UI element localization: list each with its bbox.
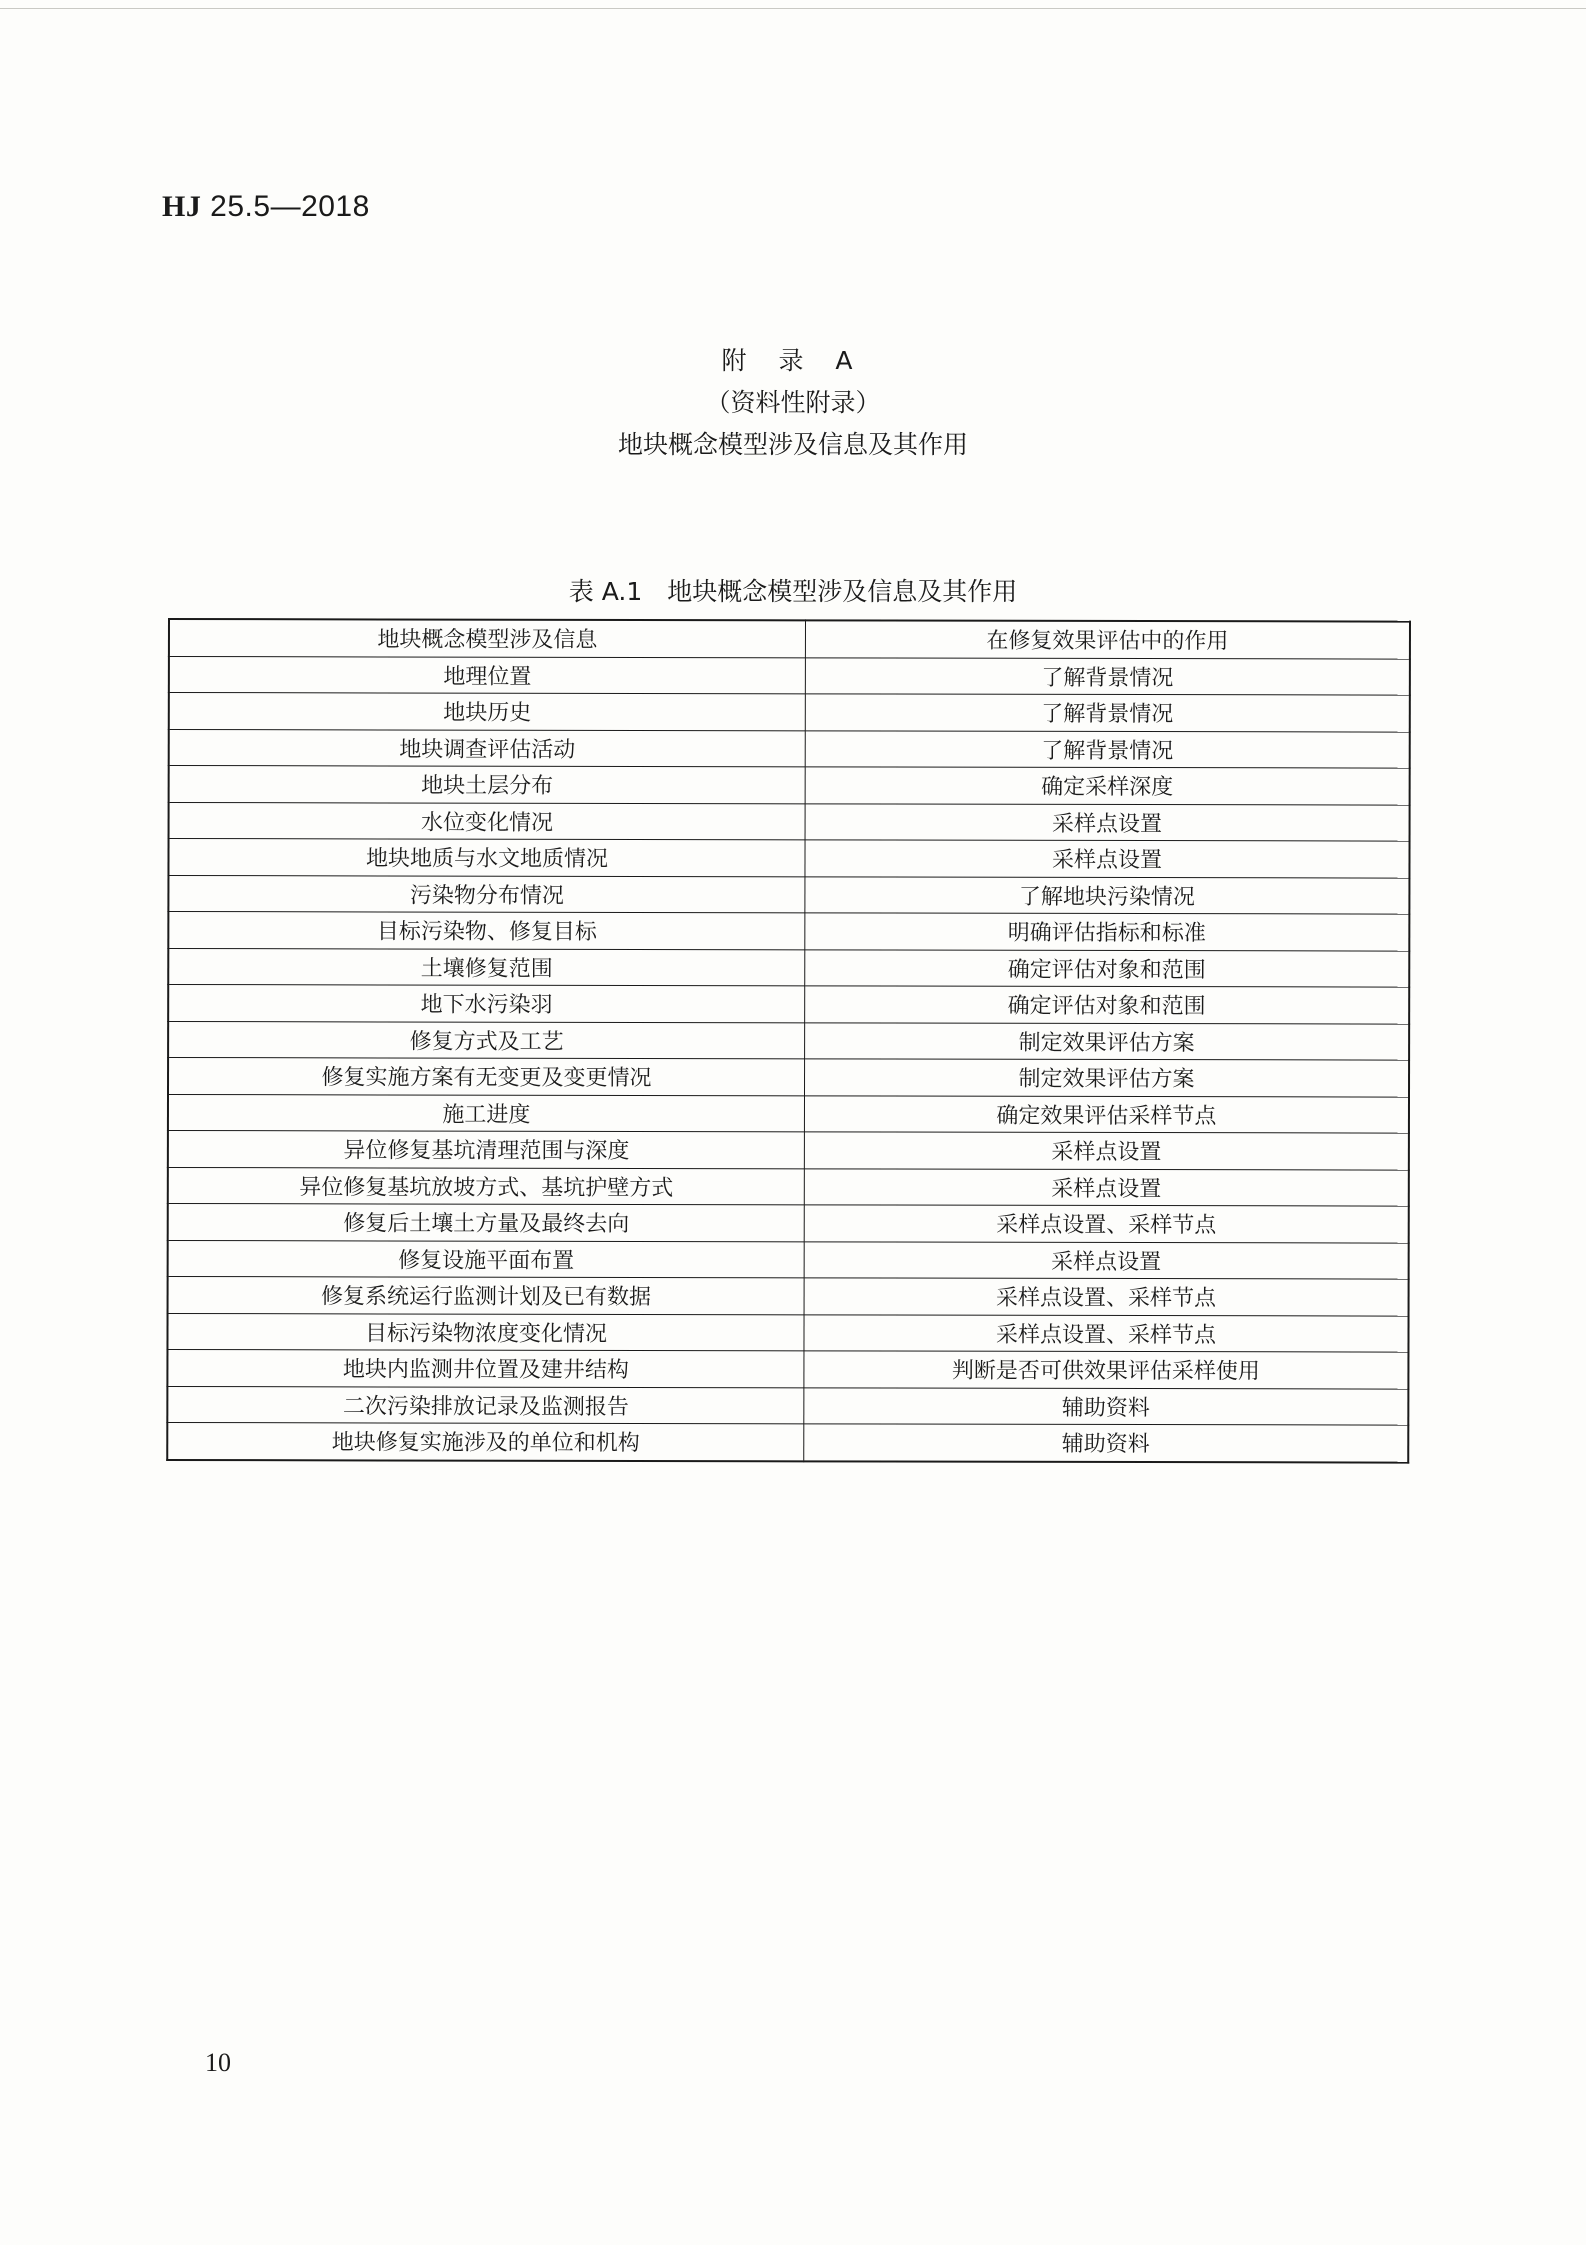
info-table xyxy=(166,618,1411,1463)
role-cell: 确定评估对象和范围 xyxy=(805,949,1410,987)
role-cell: 采样点设置、采样节点 xyxy=(804,1278,1409,1316)
info-item-cell: 修复系统运行监测计划及已有数据 xyxy=(168,1277,805,1315)
standard-number: 25.5—2018 xyxy=(201,190,370,223)
role-cell: 确定效果评估采样节点 xyxy=(804,1095,1409,1133)
info-item-cell: 修复方式及工艺 xyxy=(168,1021,805,1059)
role-cell: 采样点设置、采样节点 xyxy=(804,1205,1409,1243)
page-number: 10 xyxy=(205,2048,231,2077)
role-cell: 在修复效果评估中的作用 xyxy=(805,620,1410,658)
table-row xyxy=(168,1240,1409,1279)
table-body xyxy=(167,619,1410,1462)
info-item-cell: 土壤修复范围 xyxy=(168,948,805,986)
info-item-cell: 目标污染物、修复目标 xyxy=(168,912,805,950)
role-cell: 辅助资料 xyxy=(804,1387,1409,1425)
table-row xyxy=(168,985,1409,1024)
table-row xyxy=(168,912,1409,951)
info-item-cell: 地下水污染羽 xyxy=(168,985,805,1023)
role-cell: 采样点设置 xyxy=(805,840,1410,878)
table-row xyxy=(169,693,1410,732)
role-cell: 了解背景情况 xyxy=(805,694,1410,732)
table-row xyxy=(168,1204,1409,1243)
table-row xyxy=(169,729,1410,768)
table-row xyxy=(167,1313,1408,1352)
role-cell: 了解背景情况 xyxy=(805,730,1410,768)
table-caption: 表 A.1 地块概念模型涉及信息及其作用 xyxy=(568,577,1018,606)
table-row xyxy=(168,1094,1409,1133)
table-row xyxy=(168,1058,1409,1097)
role-cell: 了解背景情况 xyxy=(805,657,1410,695)
info-item-cell: 修复设施平面布置 xyxy=(168,1240,805,1278)
table-row xyxy=(167,1386,1408,1425)
appendix-title: 附 录 A xyxy=(721,346,865,375)
info-item-cell: 地块历史 xyxy=(169,693,806,731)
info-item-cell: 地块概念模型涉及信息 xyxy=(169,619,806,657)
table-row xyxy=(169,766,1410,805)
table-header-row xyxy=(169,619,1410,659)
table-row xyxy=(168,1277,1409,1316)
table-row xyxy=(168,948,1409,987)
table-row xyxy=(168,839,1409,878)
role-cell: 辅助资料 xyxy=(804,1424,1409,1462)
role-cell: 了解地块污染情况 xyxy=(805,876,1410,914)
info-item-cell: 修复实施方案有无变更及变更情况 xyxy=(168,1058,805,1096)
table-row xyxy=(167,1423,1408,1463)
role-cell: 确定评估对象和范围 xyxy=(805,986,1410,1024)
role-cell: 判断是否可供效果评估采样使用 xyxy=(804,1351,1409,1389)
role-cell: 明确评估指标和标准 xyxy=(805,913,1410,951)
scan-edge-line xyxy=(0,8,1586,9)
table-row xyxy=(168,875,1409,914)
info-item-cell: 异位修复基坑放坡方式、基坑护壁方式 xyxy=(168,1167,805,1205)
info-item-cell: 异位修复基坑清理范围与深度 xyxy=(168,1131,805,1169)
role-cell: 采样点设置 xyxy=(804,1168,1409,1206)
table-wrapper xyxy=(166,618,1406,1463)
info-item-cell: 水位变化情况 xyxy=(169,802,806,840)
info-item-cell: 地块地质与水文地质情况 xyxy=(168,839,805,877)
info-item-cell: 污染物分布情况 xyxy=(168,875,805,913)
appendix-heading: 地块概念模型涉及信息及其作用 xyxy=(617,430,968,459)
table-row xyxy=(167,1350,1408,1389)
table-row xyxy=(168,1167,1409,1206)
role-cell: 制定效果评估方案 xyxy=(805,1022,1410,1060)
info-item-cell: 地理位置 xyxy=(169,656,806,694)
info-item-cell: 地块修复实施涉及的单位和机构 xyxy=(167,1423,804,1461)
table-row xyxy=(169,656,1410,695)
standard-code xyxy=(162,190,370,224)
info-item-cell: 地块土层分布 xyxy=(169,766,806,804)
role-cell: 确定采样深度 xyxy=(805,767,1410,805)
table-row xyxy=(169,802,1410,841)
table-row xyxy=(168,1131,1409,1170)
appendix-subtitle: （资料性附录） xyxy=(705,388,881,417)
role-cell: 采样点设置、采样节点 xyxy=(804,1314,1409,1352)
role-cell: 采样点设置 xyxy=(805,803,1410,841)
info-item-cell: 地块调查评估活动 xyxy=(169,729,806,767)
appendix-heading-block xyxy=(0,340,1586,466)
role-cell: 制定效果评估方案 xyxy=(805,1059,1410,1097)
info-item-cell: 地块内监测井位置及建井结构 xyxy=(167,1350,804,1388)
info-item-cell: 目标污染物浓度变化情况 xyxy=(167,1313,804,1351)
info-item-cell: 修复后土壤土方量及最终去向 xyxy=(168,1204,805,1242)
info-item-cell: 施工进度 xyxy=(168,1094,805,1132)
standard-prefix: HJ xyxy=(162,190,202,223)
table-row xyxy=(168,1021,1409,1060)
role-cell: 采样点设置 xyxy=(804,1241,1409,1279)
role-cell: 采样点设置 xyxy=(804,1132,1409,1170)
info-item-cell: 二次污染排放记录及监测报告 xyxy=(167,1386,804,1424)
